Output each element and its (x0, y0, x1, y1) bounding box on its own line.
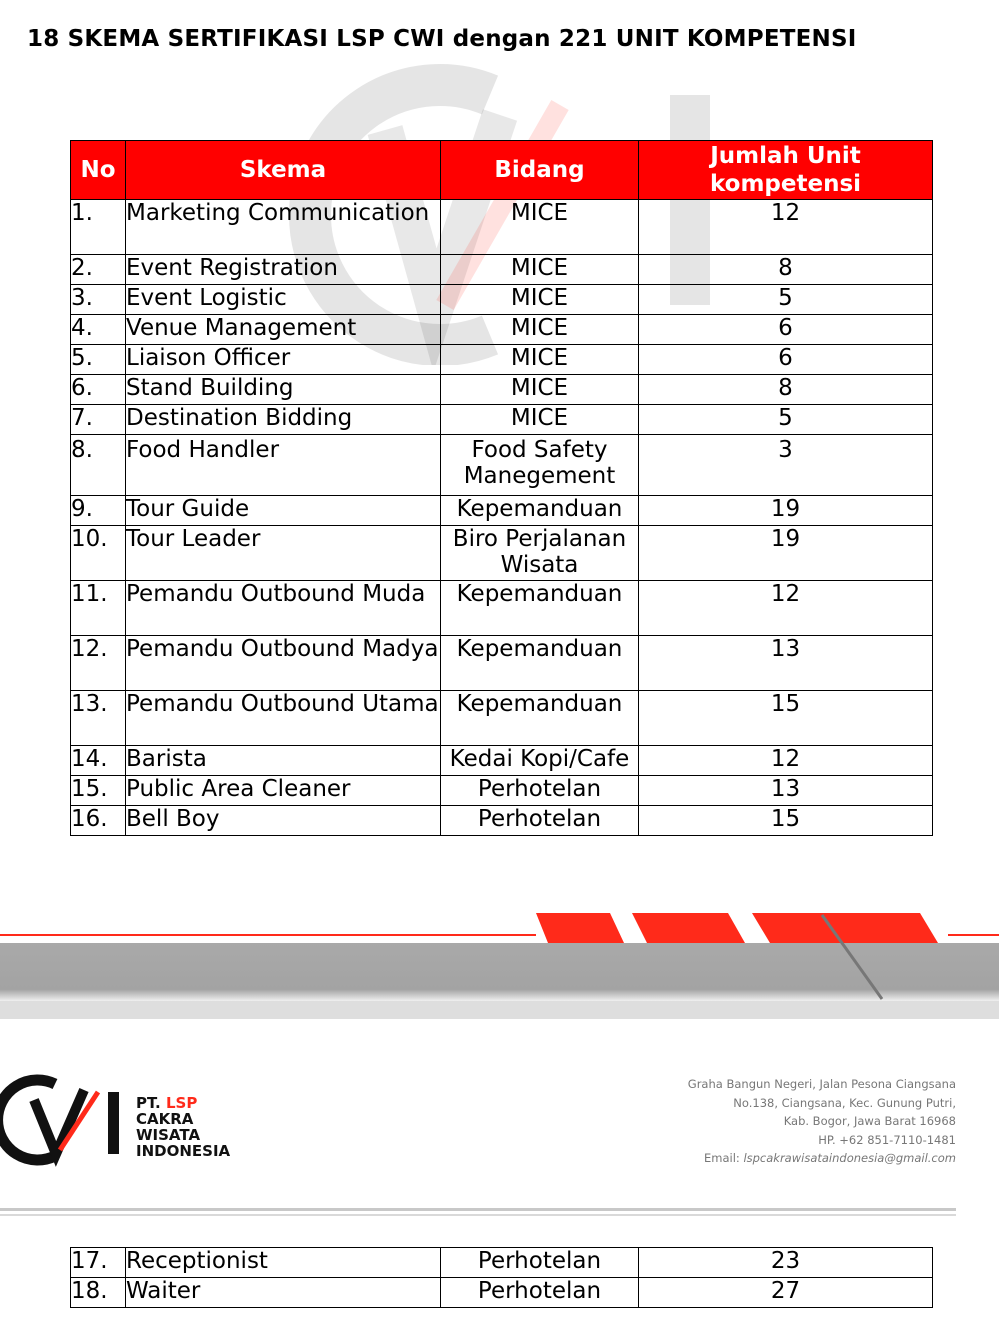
cell-jumlah: 5 (639, 405, 933, 435)
cell-no: 7. (71, 405, 126, 435)
cell-no: 9. (71, 496, 126, 526)
table-row (71, 405, 933, 435)
company-logo (0, 1070, 240, 1170)
cell-skema: Venue Management (126, 315, 441, 345)
table-row (71, 285, 933, 315)
cell-skema: Event Logistic (126, 285, 441, 315)
table-row (71, 636, 933, 691)
skema-table (70, 140, 933, 836)
cell-no: 10. (71, 526, 126, 581)
header-skema: Skema (126, 141, 441, 200)
cell-skema: Pemandu Outbound Muda (126, 581, 441, 636)
cell-bidang: MICE (441, 345, 639, 375)
table-row (71, 776, 933, 806)
cell-bidang: Kepemanduan (441, 496, 639, 526)
cell-no: 6. (71, 375, 126, 405)
cell-no: 14. (71, 746, 126, 776)
cell-jumlah: 3 (639, 435, 933, 496)
address-line: Graha Bangun Negeri, Jalan Pesona Ciangsana (687, 1077, 956, 1091)
cell-no: 4. (71, 315, 126, 345)
cell-bidang: Perhotelan (441, 1278, 639, 1308)
cell-no: 5. (71, 345, 126, 375)
cell-jumlah: 12 (639, 746, 933, 776)
table-row (71, 806, 933, 836)
footer-decorative-band (0, 905, 999, 1030)
cell-skema: Stand Building (126, 375, 441, 405)
cell-bidang: Food Safety Manegement (441, 435, 639, 496)
cell-bidang: Perhotelan (441, 1248, 639, 1278)
header-no: No (71, 141, 126, 200)
email-label: Email: (704, 1151, 740, 1165)
table-row (71, 526, 933, 581)
table-row (71, 200, 933, 255)
cell-no: 11. (71, 581, 126, 636)
logo-indonesia-text: INDONESIA (136, 1142, 231, 1160)
logo-pt-text: PT. (136, 1094, 161, 1112)
cell-jumlah: 19 (639, 496, 933, 526)
table-row (71, 1248, 933, 1278)
cell-jumlah: 6 (639, 315, 933, 345)
company-address (688, 1075, 956, 1168)
table-row (71, 1278, 933, 1308)
cell-no: 1. (71, 200, 126, 255)
logo-wisata-text: WISATA (136, 1126, 201, 1144)
cell-jumlah: 8 (639, 375, 933, 405)
cell-bidang: MICE (441, 255, 639, 285)
cell-bidang: Perhotelan (441, 806, 639, 836)
document-title: 18 SKEMA SERTIFIKASI LSP CWI dengan 221 UNIT KOMPETENSI (27, 26, 857, 52)
email-line (688, 1149, 956, 1168)
cell-bidang: MICE (441, 405, 639, 435)
cell-skema: Tour Leader (126, 526, 441, 581)
footer-divider (0, 1214, 956, 1216)
email-address: lspcakrawisataindonesia@gmail.com (743, 1151, 956, 1165)
logo-cakra-text: CAKRA (136, 1110, 194, 1128)
header-bidang: Bidang (441, 141, 639, 200)
cell-no: 18. (71, 1278, 126, 1308)
cell-jumlah: 23 (639, 1248, 933, 1278)
cell-jumlah: 15 (639, 691, 933, 746)
cell-skema: Pemandu Outbound Utama (126, 691, 441, 746)
logo-lsp-text: LSP (166, 1094, 198, 1112)
cell-skema: Waiter (126, 1278, 441, 1308)
cell-bidang: MICE (441, 375, 639, 405)
cell-skema: Destination Bidding (126, 405, 441, 435)
footer-divider (0, 1208, 956, 1211)
skema-table-continued (70, 1247, 933, 1308)
table-row (71, 581, 933, 636)
cell-jumlah: 19 (639, 526, 933, 581)
table-row (71, 375, 933, 405)
cell-bidang: Biro Perjalanan Wisata (441, 526, 639, 581)
table-row (71, 691, 933, 746)
cell-no: 12. (71, 636, 126, 691)
cell-skema: Pemandu Outbound Madya (126, 636, 441, 691)
cell-bidang: MICE (441, 200, 639, 255)
cell-no: 8. (71, 435, 126, 496)
cell-no: 2. (71, 255, 126, 285)
cell-skema: Liaison Officer (126, 345, 441, 375)
table-row (71, 746, 933, 776)
cell-skema: Marketing Communication (126, 200, 441, 255)
cell-no: 17. (71, 1248, 126, 1278)
cell-bidang: Kepemanduan (441, 691, 639, 746)
cell-jumlah: 8 (639, 255, 933, 285)
cell-skema: Food Handler (126, 435, 441, 496)
cell-jumlah: 13 (639, 776, 933, 806)
cell-skema: Tour Guide (126, 496, 441, 526)
cell-jumlah: 27 (639, 1278, 933, 1308)
cell-bidang: Kepemanduan (441, 636, 639, 691)
cell-jumlah: 6 (639, 345, 933, 375)
cell-bidang: MICE (441, 315, 639, 345)
table-row (71, 315, 933, 345)
cell-skema: Bell Boy (126, 806, 441, 836)
cell-jumlah: 15 (639, 806, 933, 836)
cell-no: 3. (71, 285, 126, 315)
header-jumlah: Jumlah Unit kompetensi (639, 141, 933, 200)
cell-skema: Barista (126, 746, 441, 776)
table-header-row (71, 141, 933, 200)
cell-no: 16. (71, 806, 126, 836)
cell-no: 15. (71, 776, 126, 806)
table-row (71, 435, 933, 496)
cell-skema: Event Registration (126, 255, 441, 285)
cell-jumlah: 13 (639, 636, 933, 691)
cell-no: 13. (71, 691, 126, 746)
cell-bidang: MICE (441, 285, 639, 315)
address-line: Kab. Bogor, Jawa Barat 16968 (783, 1114, 956, 1128)
cell-skema: Public Area Cleaner (126, 776, 441, 806)
address-line: No.138, Ciangsana, Kec. Gunung Putri, (733, 1095, 956, 1110)
cell-jumlah: 12 (639, 581, 933, 636)
cell-bidang: Perhotelan (441, 776, 639, 806)
cell-bidang: Kedai Kopi/Cafe (441, 746, 639, 776)
table-row (71, 345, 933, 375)
table-row (71, 255, 933, 285)
phone-line: HP. +62 851-7110-1481 (818, 1132, 956, 1147)
table-row (71, 496, 933, 526)
cell-bidang: Kepemanduan (441, 581, 639, 636)
cell-jumlah: 12 (639, 200, 933, 255)
cell-jumlah: 5 (639, 285, 933, 315)
cell-skema: Receptionist (126, 1248, 441, 1278)
